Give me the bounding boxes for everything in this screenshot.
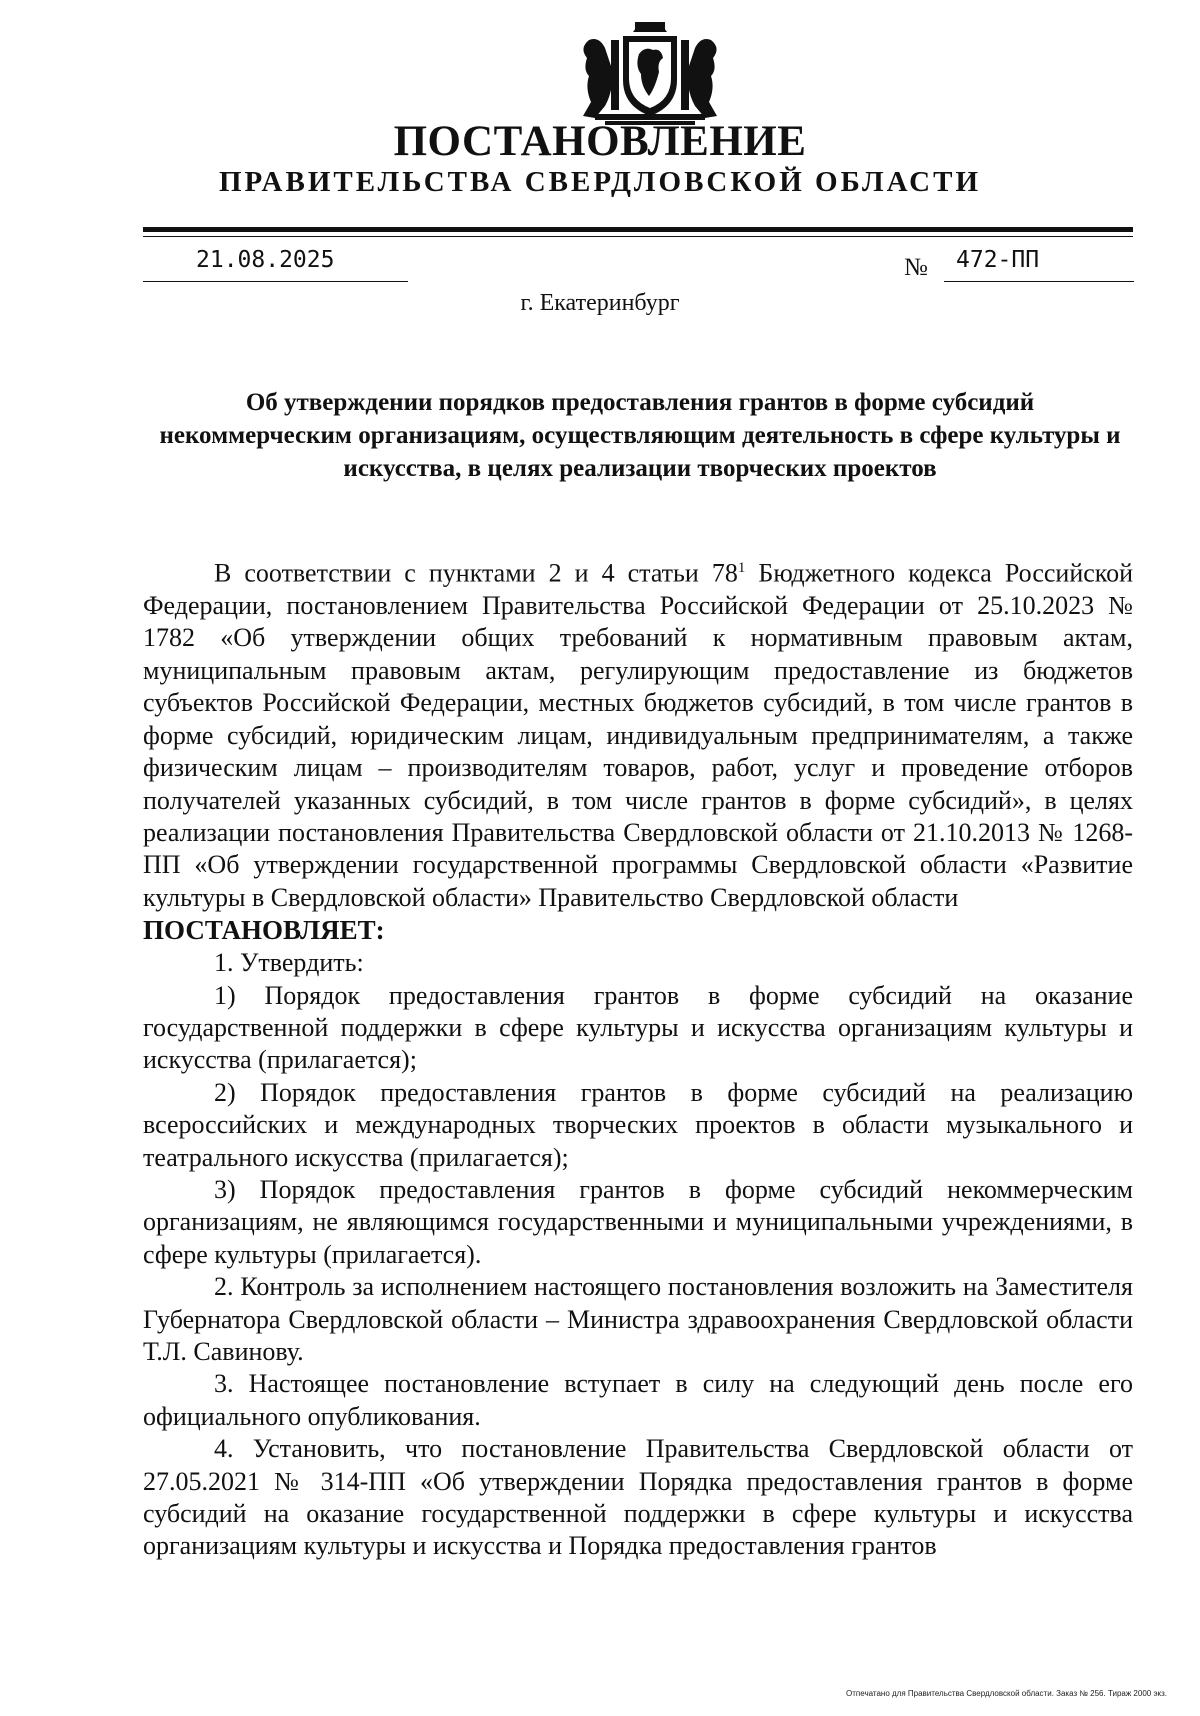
body-paragraph: 2) Порядок предоставления грантов в форме субсидий на реализацию всероссийских и международных творческих проектов в области музыкального и театрального искусства (прилагается);	[143, 1077, 1133, 1172]
number-underline	[944, 281, 1134, 282]
body-paragraph: 3) Порядок предоставления грантов в форме субсидий некоммерческим организациям, не являющимся государственными и муниципальными учреждениями, в сфере культуры (прилагается).	[143, 1174, 1133, 1269]
number-sign: №	[904, 254, 928, 281]
document-city: г. Екатеринбург	[520, 290, 680, 316]
header-divider-thin	[143, 236, 1133, 237]
body-paragraph: 1. Утвердить:	[214, 948, 364, 978]
date-underline	[143, 281, 408, 282]
header-divider	[143, 227, 1133, 232]
document-subject: Об утверждении порядков предоставления грантов в форме субсидий некоммерческим организациям, осуществляющим деятельность в сфере культуры и искусства, в целях реализации творческих проектов	[159, 389, 1121, 482]
coat-of-arms-icon	[565, 18, 735, 126]
preamble-paragraph	[143, 552, 1133, 914]
preamble-rest: Бюджетного кодекса Российской Федерации, постановлением Правительства Российской Федерации от 25.10.2023 № 1782 «Об утверждении общих требований к нормативным правовым актам, муниципальным правовым актам, регулирующим предоставление из бюджетов субъектов Российской Федерации, местных бюджетов субсидий, в том числе грантов в форме субсидий, юридическим лицам, индивидуальным предпринимателям, а также физическим лицам – производителям товаров, работ, услуг и проведение отборов получателей указанных субсидий, в том числе грантов в форме субсидий», в целях реализации постановления Правительства Свердловской области от 21.10.2013 № 1268-ПП «Об утверждении государственной программы Свердловской области «Развитие культуры в Свердловской области» Правительство Свердловской области	[143, 558, 1134, 912]
article-superscript: 1	[737, 560, 746, 576]
body-paragraph: 1) Порядок предоставления грантов в форме субсидий на оказание государственной поддержки в сфере культуры и искусства организациям культуры и искусства (прилагается);	[143, 980, 1133, 1075]
print-footer: Отпечатано для Правительства Свердловской области. Заказ № 256. Тираж 2000 экз.	[846, 1689, 1167, 1698]
decree-word: ПОСТАНОВЛЯЕТ:	[143, 915, 385, 946]
document-body	[143, 552, 1133, 1563]
document-date: 21.08.2025	[196, 247, 335, 273]
document-title: ПОСТАНОВЛЕНИЕ	[393, 118, 807, 165]
document-subtitle: ПРАВИТЕЛЬСТВА СВЕРДЛОВСКОЙ ОБЛАСТИ	[218, 166, 982, 198]
body-paragraph: 4. Установить, что постановление Правительства Свердловской области от 27.05.2021 № 314-ПП «Об утверждении Порядка предоставления грантов в форме субсидий на оказание государственной поддержки в сфере культуры и искусства организациям культуры и искусства и Порядка предоставления грантов	[143, 1434, 1133, 1561]
body-paragraph: 2. Контроль за исполнением настоящего постановления возложить на Заместителя Губернатора Свердловской области – Министра здравоохранения Свердловской области Т.Л. Савинову.	[143, 1272, 1133, 1366]
body-paragraph: 3. Настоящее постановление вступает в силу на следующий день после его официального опубликования.	[143, 1369, 1133, 1431]
document-number: 472-ПП	[956, 247, 1040, 273]
preamble-start: В соответствии с пунктами 2 и 4 статьи 78	[214, 558, 738, 588]
